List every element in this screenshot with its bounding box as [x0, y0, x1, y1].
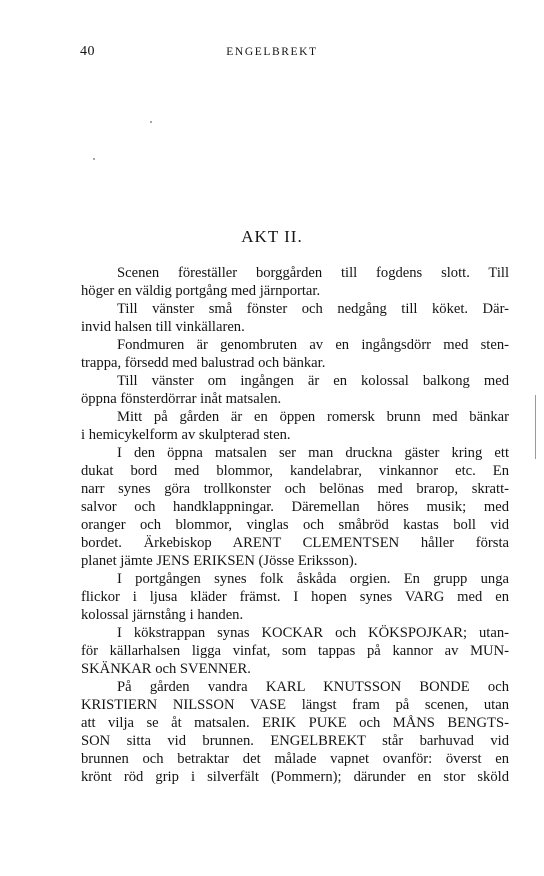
text-line: Till vänster små fönster och nedgång till köket. Där-: [117, 301, 509, 317]
text-line: SON sitta vid brunnen. ENGELBREKT står barhuvad vid: [81, 733, 509, 749]
text-line: I portgången synes folk åskåda orgien. En grupp unga: [117, 571, 509, 587]
paper-speck: [150, 121, 152, 123]
text-line: trappa, försedd med balustrad och bänkar.: [81, 355, 326, 371]
text-line: höger en väldig portgång med järnportar.: [81, 283, 321, 299]
text-line: I den öppna matsalen ser man druckna gäster kring ett: [117, 445, 509, 461]
text-line: krönt röd grip i silverfält (Pommern); därunder en stor sköld: [81, 769, 509, 785]
text-line: i hemicykelform av skulpterad sten.: [81, 427, 291, 443]
text-line: brunnen och betraktar det målade vapnet ovanför: överst en: [81, 751, 509, 767]
text-line: Till vänster om ingången är en kolossal balkong med: [117, 373, 509, 389]
text-line: för källarhalsen ligga vinfat, som tappas på kannor av MUN-: [81, 643, 509, 659]
text-line: dukat bord med blommor, kandelabrar, vinkannor etc. En: [81, 463, 509, 479]
text-line: Mitt på gården är en öppen romersk brunn med bänkar: [117, 409, 509, 425]
text-line: SKÄNKAR och SVENNER.: [81, 661, 251, 677]
margin-mark: [535, 395, 536, 459]
text-line: att vilja se åt matsalen. ERIK PUKE och MÅNS BENGTS-: [81, 715, 509, 731]
text-line: KRISTIERN NILSSON VASE längst fram på scenen, utan: [81, 697, 509, 713]
text-line: Scenen föreställer borggården till fogdens slott. Till: [117, 265, 509, 281]
text-line: invid halsen till vinkällaren.: [81, 319, 245, 335]
text-line: salvor och handklappningar. Däremellan höres musik; med: [81, 499, 509, 515]
text-line: narr synes göra trollkonster och belönas med brarop, skratt-: [81, 481, 509, 497]
text-line: På gården vandra KARL KNUTSSON BONDE och: [117, 679, 509, 695]
body-text: [81, 264, 509, 786]
act-title: AKT II.: [241, 227, 303, 246]
text-line: flickor i ljusa kläder främst. I hopen synes VARG med en: [81, 589, 509, 605]
text-line: öppna fönsterdörrar inåt matsalen.: [81, 391, 282, 407]
text-line: oranger och blommor, vinglas och småbröd kastas boll vid: [81, 517, 509, 533]
text-line: kolossal järnstång i handen.: [81, 607, 244, 623]
paper-speck: [93, 158, 95, 160]
text-line: planet jämte JENS ERIKSEN (Jösse Eriksson).: [81, 553, 358, 569]
text-line: Fondmuren är genombruten av en ingångsdörr med sten-: [117, 337, 509, 353]
running-head: ENGELBREKT: [226, 46, 318, 58]
text-line: I kökstrappan synas KOCKAR och KÖKSPOJKAR; utan-: [117, 625, 509, 641]
text-line: bordet. Ärkebiskop ARENT CLEMENTSEN håller första: [81, 535, 509, 551]
page-number: 40: [80, 44, 95, 59]
